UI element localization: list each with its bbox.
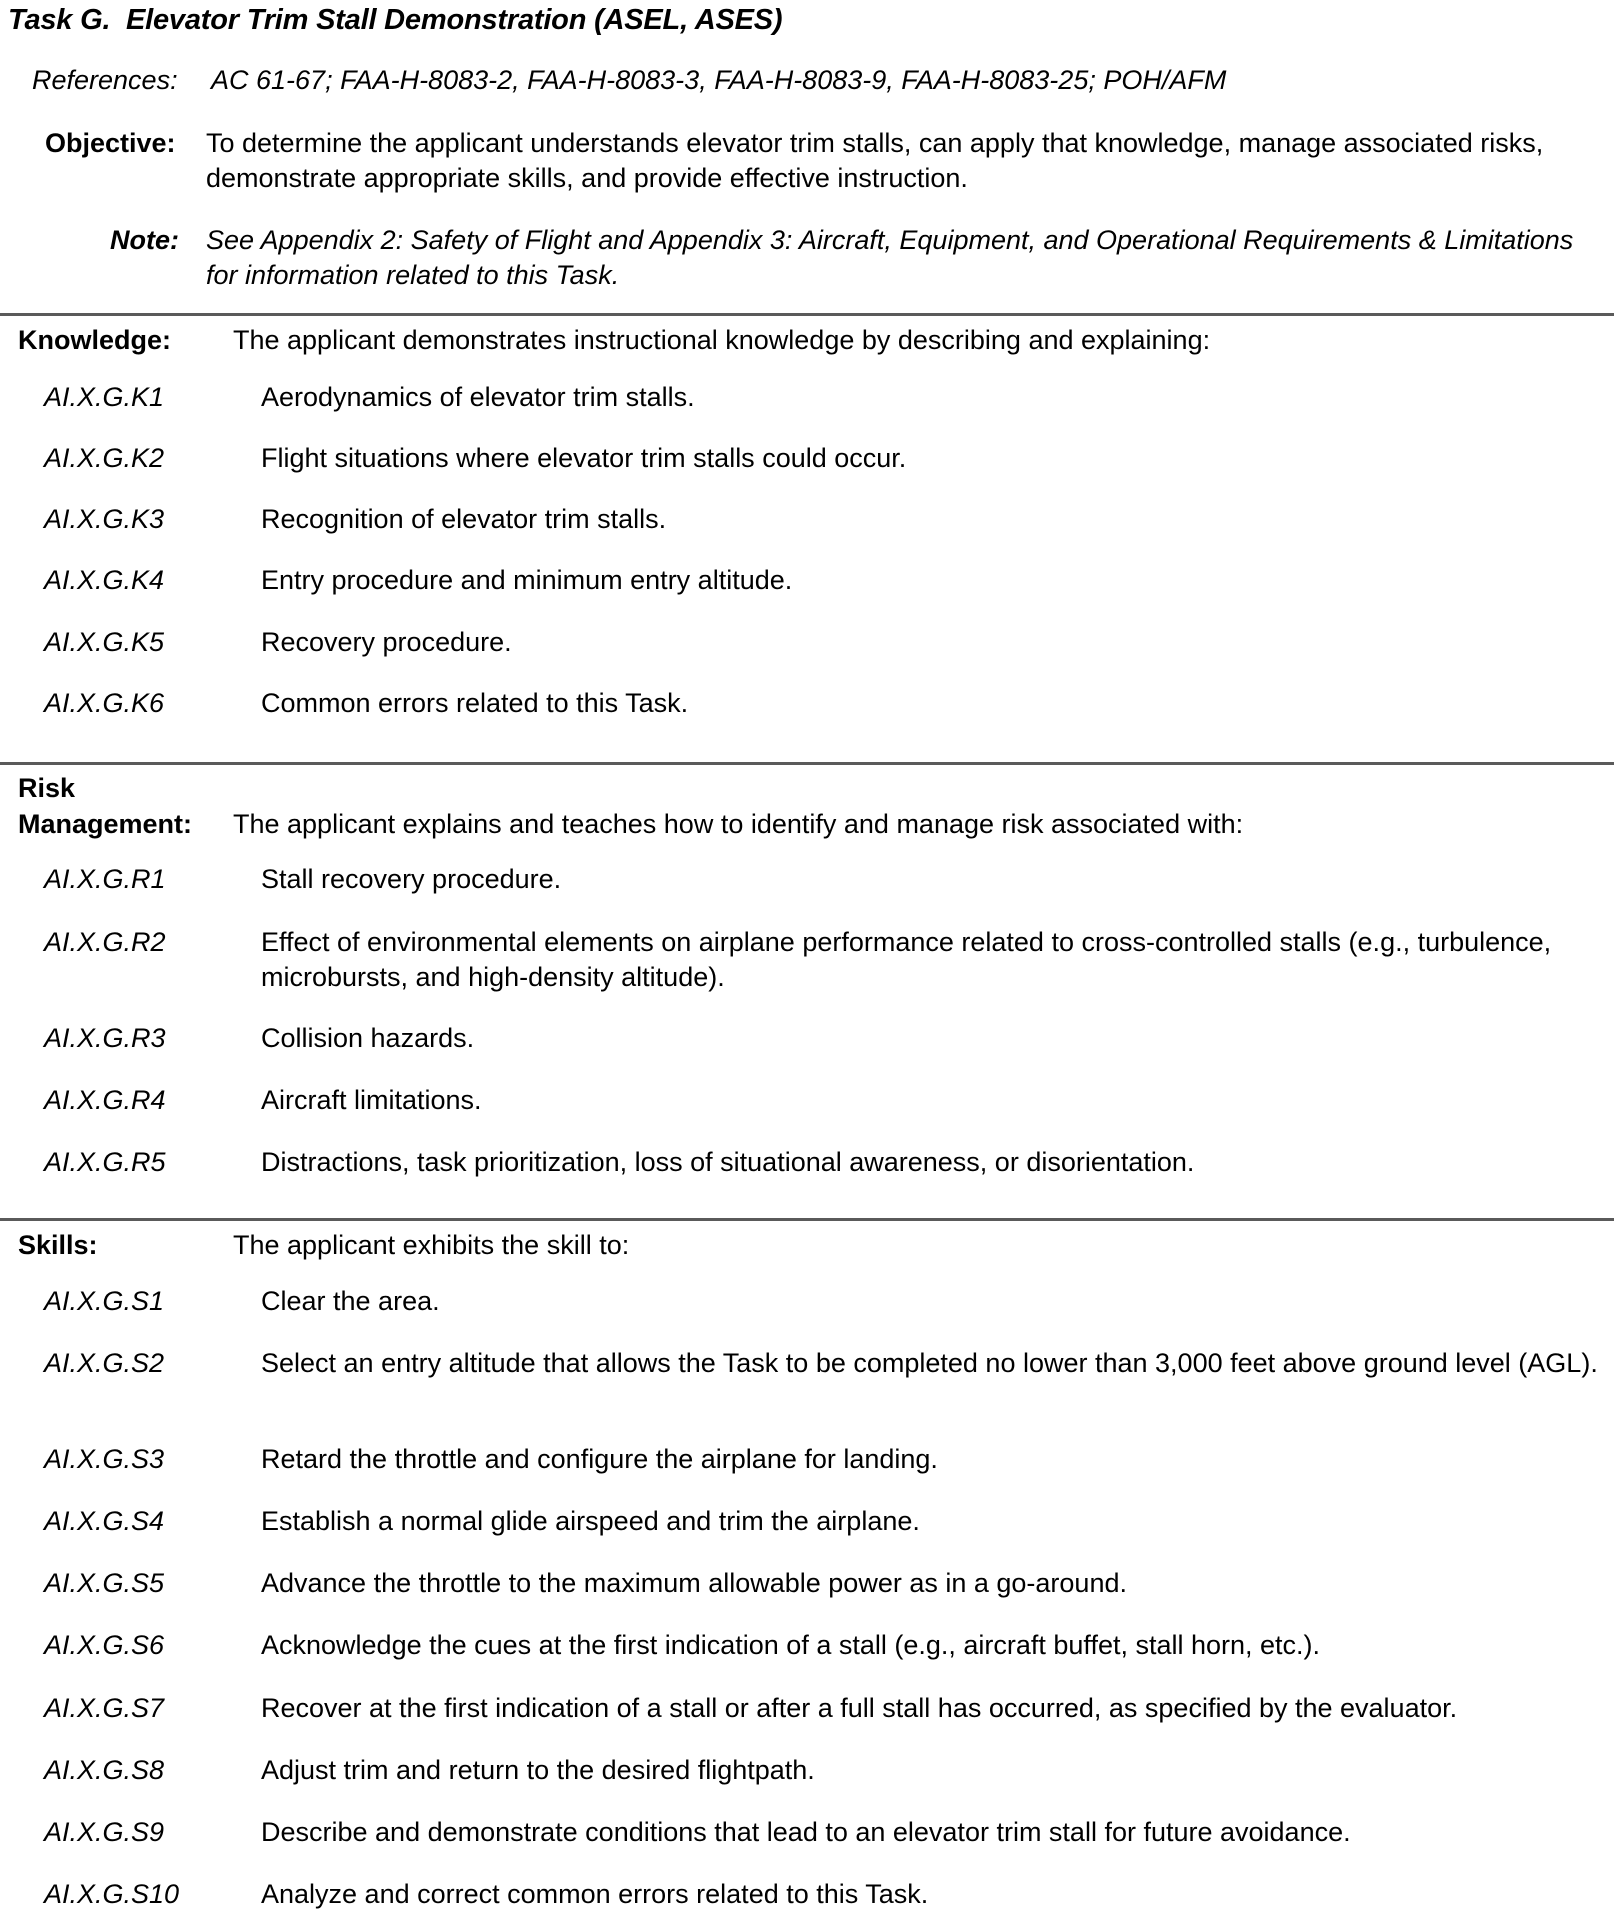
item-text: Aircraft limitations. [261,1085,482,1115]
knowledge-label: Knowledge: [18,325,171,355]
item-text: Advance the throttle to the maximum allowable power as in a go-around. [261,1568,1127,1598]
item-code: AI.X.G.S10 [44,1879,180,1909]
item-code: AI.X.G.K1 [44,382,165,412]
item-text: Stall recovery procedure. [261,864,562,894]
objective-label: Objective: [45,128,176,158]
item-code: AI.X.G.S9 [44,1817,165,1847]
references-label: References: [32,65,178,95]
skills-intro: The applicant exhibits the skill to: [233,1230,630,1260]
item-code: AI.X.G.K6 [44,688,165,718]
item-code: AI.X.G.R3 [44,1023,166,1053]
section-divider [0,1218,1614,1221]
note-label: Note: [110,225,179,255]
item-text: Flight situations where elevator trim stalls could occur. [261,443,907,473]
item-text: Acknowledge the cues at the first indication of a stall (e.g., aircraft buffet, stall horn, etc.). [261,1630,1321,1660]
item-text: Adjust trim and return to the desired flightpath. [261,1755,815,1785]
risk-intro: The applicant explains and teaches how to identify and manage risk associated with: [233,809,1244,839]
item-code: AI.X.G.S2 [44,1348,165,1378]
item-code: AI.X.G.S1 [44,1286,165,1316]
item-text: Retard the throttle and configure the airplane for landing. [261,1444,938,1474]
item-text: Analyze and correct common errors related to this Task. [261,1879,929,1909]
item-text: Recovery procedure. [261,627,512,657]
item-code: AI.X.G.S4 [44,1506,165,1536]
section-divider [0,762,1614,765]
item-code: AI.X.G.K2 [44,443,165,473]
item-text: Effect of environmental elements on airplane performance related to cross-controlled stalls (e.g., turbulence, microbursts, and high-density altitude). [261,927,1552,992]
item-code: AI.X.G.R1 [44,864,166,894]
knowledge-intro: The applicant demonstrates instructional knowledge by describing and explaining: [233,325,1211,355]
item-text: Distractions, task prioritization, loss of situational awareness, or disorientation. [261,1147,1195,1177]
item-code: AI.X.G.K3 [44,504,165,534]
item-text: Select an entry altitude that allows the Task to be completed no lower than 3,000 feet above ground level (AGL). [261,1348,1598,1378]
item-text: Clear the area. [261,1286,440,1316]
item-text: Collision hazards. [261,1023,475,1053]
section-divider [0,313,1614,316]
item-code: AI.X.G.R4 [44,1085,166,1115]
task-title: Task G. Elevator Trim Stall Demonstration (ASEL, ASES) [8,4,783,36]
item-code: AI.X.G.R2 [44,927,166,957]
item-code: AI.X.G.S8 [44,1755,165,1785]
item-code: AI.X.G.K5 [44,627,165,657]
item-code: AI.X.G.K4 [44,565,165,595]
item-code: AI.X.G.S7 [44,1693,165,1723]
risk-label-line2: Management: [18,809,193,839]
item-text: Aerodynamics of elevator trim stalls. [261,382,695,412]
item-text: Recognition of elevator trim stalls. [261,504,667,534]
item-text: Entry procedure and minimum entry altitude. [261,565,793,595]
item-code: AI.X.G.R5 [44,1147,166,1177]
risk-label-line1: Risk [18,773,76,803]
item-code: AI.X.G.S6 [44,1630,165,1660]
item-text: Recover at the first indication of a stall or after a full stall has occurred, as specified by the evaluator. [261,1693,1458,1723]
item-code: AI.X.G.S5 [44,1568,165,1598]
item-text: Establish a normal glide airspeed and trim the airplane. [261,1506,920,1536]
item-code: AI.X.G.S3 [44,1444,165,1474]
item-text: Common errors related to this Task. [261,688,689,718]
item-text: Describe and demonstrate conditions that lead to an elevator trim stall for future avoidance. [261,1817,1351,1847]
skills-label: Skills: [18,1230,98,1260]
objective-text: To determine the applicant understands elevator trim stalls, can apply that knowledge, manage associated risks, demonstrate appropriate skills, and provide effective instruction. [206,128,1544,193]
references-text: AC 61-67; FAA-H-8083-2, FAA-H-8083-3, FAA-H-8083-9, FAA-H-8083-25; POH/AFM [211,65,1227,95]
note-text: See Appendix 2: Safety of Flight and Appendix 3: Aircraft, Equipment, and Operational Requirements & Limitations for information related to this Task. [206,225,1574,290]
